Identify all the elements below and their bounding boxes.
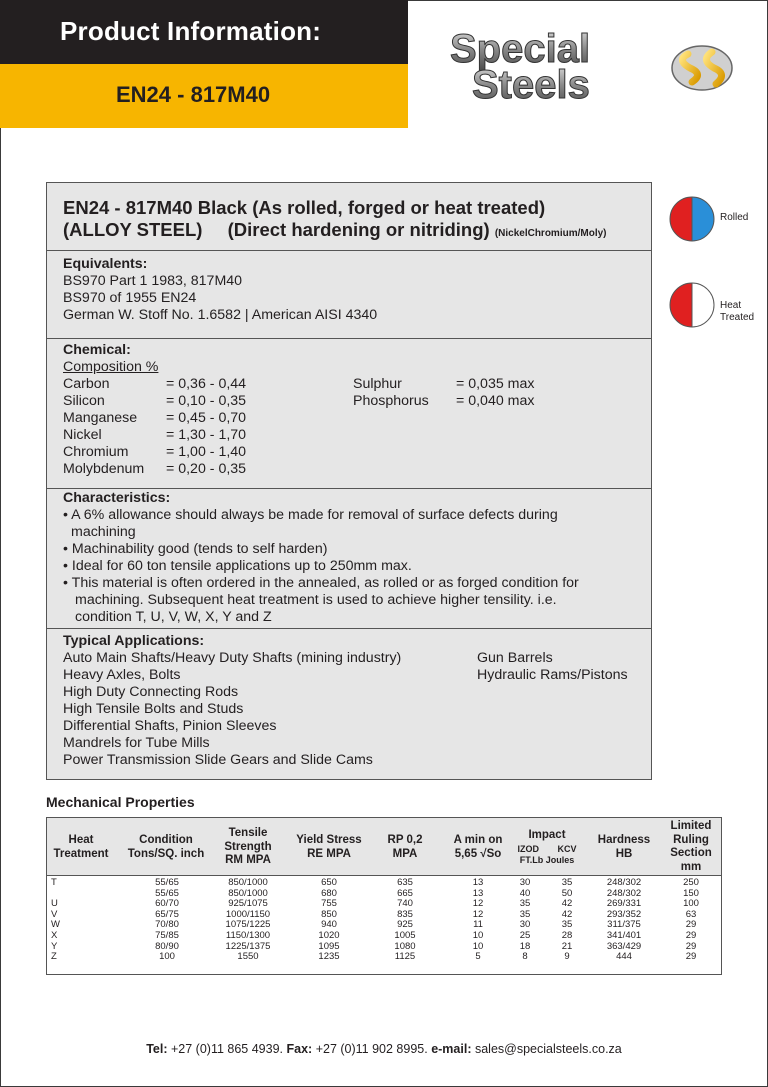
table-cell: 635 [397, 877, 413, 888]
col-header-tensile [213, 827, 283, 868]
footer-contact [0, 1042, 768, 1056]
equivalent-line: BS970 of 1955 EN24 [63, 290, 197, 306]
table-cell: U [51, 898, 58, 910]
product-heading-line2 [63, 219, 651, 245]
characteristics-title: Characteristics: [63, 490, 171, 506]
table-cell: 1005 [394, 929, 416, 941]
col-header-line: FT.Lb Joules [519, 854, 575, 865]
col-header-rp [377, 834, 433, 861]
table-cell: 740 [397, 898, 413, 910]
table-cell: 835 [397, 908, 413, 920]
application-item: Mandrels for Tube Mills [63, 735, 210, 751]
table-cell: 35 [561, 919, 573, 931]
table-cell: 10 [472, 940, 484, 952]
col-header-line: Tensile [228, 827, 268, 839]
characteristic-line: • This material is often ordered in the annealed, as rolled or as forged condition for [63, 575, 579, 591]
table-cell: 100 [159, 951, 175, 963]
col-header-yield [287, 834, 371, 861]
chem-row [63, 444, 651, 461]
chem-value: = 0,10 - 0,35 [166, 393, 247, 409]
fax-number: +27 (0)11 902 8995. [315, 1042, 428, 1056]
product-code: EN24 - 817M40 [116, 82, 271, 107]
col-header-line: Strength [224, 840, 272, 853]
table-cell: 341/401 [606, 929, 642, 941]
table-cell: 28 [561, 929, 573, 941]
table-cell: 444 [616, 951, 632, 963]
fax-label: Fax: [286, 1042, 313, 1056]
chem-element: Phosphorus [353, 393, 429, 409]
table-cell: 5 [475, 951, 481, 963]
chem-value: = 0,20 - 0,35 [166, 461, 247, 477]
table-body [47, 878, 721, 963]
characteristic-line: • Ideal for 60 ton tensile applications up to 250mm max. [63, 558, 412, 574]
table-cell: 248/302 [606, 887, 642, 899]
table-cell: 8 [522, 951, 528, 963]
tel-number: +27 (0)11 865 4939. [171, 1042, 284, 1056]
table-cell: 1075/1225 [225, 919, 271, 931]
email-label: e-mail: [431, 1042, 472, 1056]
table-cell: 13 [472, 887, 484, 899]
table-cell: 1550 [237, 951, 259, 963]
table-cell: 21 [561, 940, 573, 952]
chemical-title: Chemical: [63, 342, 131, 358]
table-header [47, 818, 721, 876]
table-cell: 9 [564, 951, 570, 963]
col-header-line: RP 0,2 [387, 834, 423, 846]
col-header-hardness [589, 834, 659, 861]
col-header-line: HB [615, 847, 633, 860]
table-cell: 42 [561, 908, 573, 920]
logo-word-special: Special [450, 27, 591, 71]
table-cell: 12 [472, 908, 484, 920]
chem-element: Molybdenum [63, 461, 145, 477]
kcv-label: KCV [557, 843, 577, 854]
table-cell: 30 [519, 919, 531, 931]
alloy-steel-label: (ALLOY STEEL) [63, 219, 203, 240]
mechanical-properties-table [46, 817, 722, 975]
heat-treated-color-code-icon [669, 282, 715, 328]
chem-value: = 0,45 - 0,70 [166, 410, 247, 426]
table-cell: 29 [685, 951, 697, 963]
application-item: Power Transmission Slide Gears and Slide Cams [63, 752, 373, 768]
table-cell: 12 [472, 898, 484, 910]
table-cell: 55/65 [155, 877, 179, 888]
chem-element: Manganese [63, 410, 138, 426]
chem-value: = 1,30 - 1,70 [166, 427, 247, 443]
table-cell: 665 [397, 887, 413, 899]
col-header-line: Heat [68, 834, 94, 846]
chem-value: = 0,36 - 0,44 [166, 376, 247, 392]
table-cell: 311/375 [607, 919, 641, 931]
col-header-line: Hardness [597, 834, 651, 846]
application-item: Heavy Axles, Bolts [63, 667, 181, 683]
application-row [63, 667, 651, 684]
table-cell: 150 [683, 887, 699, 899]
chem-element: Silicon [63, 393, 105, 409]
table-cell: 70/80 [155, 919, 179, 931]
table-cell: 1235 [318, 951, 340, 963]
table-cell: 925/1075 [228, 898, 268, 910]
chem-element: Nickel [63, 427, 102, 443]
table-cell: 60/70 [155, 898, 179, 910]
chem-value: = 0,040 max [456, 393, 535, 409]
application-item: Auto Main Shafts/Heavy Duty Shafts (mining industry) [63, 650, 402, 666]
heat-treated-legend-line: Treated [720, 312, 755, 323]
table-cell: 40 [519, 887, 531, 899]
characteristic-line: machining [71, 524, 136, 540]
logo-ss-emblem-icon [672, 46, 732, 90]
table-cell: W [51, 919, 60, 931]
table-cell: 29 [685, 929, 697, 941]
table-cell: 940 [321, 919, 337, 931]
composition-note: (NickelChromium/Moly) [494, 228, 607, 239]
mechanical-properties-title: Mechanical Properties [46, 794, 195, 810]
special-steels-logo [444, 24, 744, 104]
chem-value: = 0,035 max [456, 376, 535, 392]
hardening-label: (Direct hardening or nitriding) [227, 219, 490, 240]
table-cell: 42 [561, 898, 573, 910]
table-cell: 293/352 [606, 908, 642, 920]
heat-treated-legend-line: Heat [720, 300, 742, 311]
col-header-line: Section [670, 847, 712, 859]
table-cell: 80/90 [155, 940, 179, 952]
table-cell: 850 [321, 908, 337, 920]
table-cell: 75/85 [155, 929, 179, 941]
col-header-line: Treatment [53, 847, 109, 860]
table-cell: 10 [472, 929, 484, 941]
heat-treated-legend [720, 300, 754, 324]
table-cell: 925 [397, 919, 413, 931]
chem-element: Sulphur [353, 376, 402, 392]
table-cell: 1000/1150 [225, 908, 271, 920]
table-cell: 269/331 [606, 898, 642, 910]
chem-element: Chromium [63, 444, 129, 460]
table-cell: 30 [519, 877, 531, 888]
chem-row [63, 461, 651, 478]
table-cell: 680 [321, 887, 337, 899]
product-heading-line1: EN24 - 817M40 Black (As rolled, forged or heat treated) [63, 197, 546, 218]
table-cell: 55/65 [155, 887, 179, 899]
logo-word-steels: Steels [472, 63, 590, 104]
table-cell: 50 [561, 887, 573, 899]
chem-row [63, 427, 651, 444]
col-header-line: RE MPA [307, 847, 351, 860]
chem-element: Carbon [63, 376, 110, 392]
col-header-line: Limited [670, 820, 712, 832]
table-cell: 250 [683, 877, 699, 888]
table-cell: 248/302 [606, 877, 642, 888]
table-cell: 100 [683, 898, 699, 910]
table-cell: 11 [473, 919, 483, 931]
col-header-condition [117, 834, 215, 861]
chem-value: = 1,00 - 1,40 [166, 444, 247, 460]
col-header-line: Tons/SQ. inch [127, 847, 205, 860]
table-cell: 755 [321, 898, 337, 910]
table-row [47, 931, 721, 942]
col-header-line [513, 843, 581, 855]
characteristic-line: • A 6% allowance should always be made for removal of surface defects during [63, 507, 558, 523]
characteristic-line: condition T, U, V, W, X, Y and Z [75, 609, 272, 625]
table-cell: 65/75 [155, 908, 179, 920]
characteristic-line: machining. Subsequent heat treatment is used to achieve higher tensility. i.e. [75, 592, 557, 608]
col-header-line: A min on [453, 834, 503, 846]
table-cell: V [51, 908, 58, 920]
col-header-line: Impact [528, 829, 566, 841]
table-cell: 1020 [318, 929, 340, 941]
table-cell: 13 [472, 877, 484, 888]
table-cell: 1095 [318, 940, 340, 952]
col-header-ruling-section [663, 820, 719, 874]
col-header-impact [513, 829, 581, 866]
col-header-heat-treatment [49, 834, 113, 861]
col-header-line: mm [680, 860, 702, 873]
table-cell: 1150/1300 [225, 929, 271, 941]
product-info-panel [46, 182, 652, 780]
applications-title: Typical Applications: [63, 633, 205, 649]
email-address: sales@specialsteels.co.za [474, 1042, 622, 1056]
equivalents-section [47, 251, 651, 339]
characteristic-line: • Machinability good (tends to self harden) [63, 541, 328, 557]
table-cell: 1080 [394, 940, 416, 952]
table-cell: 850/1000 [228, 887, 268, 899]
table-cell: 29 [685, 940, 697, 952]
table-cell: 63 [685, 908, 697, 920]
table-cell: 35 [519, 898, 531, 910]
table-cell: 25 [519, 929, 531, 941]
equivalents-title: Equivalents: [63, 256, 148, 272]
table-cell: X [51, 929, 58, 941]
application-item: High Tensile Bolts and Studs [63, 701, 244, 717]
table-cell: Z [51, 951, 57, 963]
tel-label: Tel: [146, 1042, 168, 1056]
table-cell: 35 [519, 908, 531, 920]
chemical-section [47, 339, 651, 489]
col-header-line: Ruling [673, 833, 709, 846]
table-cell: 1225/1375 [225, 940, 271, 952]
izod-label: IZOD [517, 843, 539, 854]
chem-row [63, 376, 651, 393]
application-row [63, 650, 651, 667]
equivalent-line: BS970 Part 1 1983, 817M40 [63, 273, 243, 289]
applications-section [47, 629, 651, 779]
table-cell: T [51, 877, 57, 888]
page-title: Product Information: [60, 16, 322, 46]
table-cell: 29 [685, 919, 697, 931]
table-row [47, 878, 721, 889]
table-cell: 363/429 [606, 940, 642, 952]
table-cell: 1125 [394, 951, 416, 963]
table-row [47, 952, 721, 963]
rolled-legend: Rolled [720, 212, 749, 223]
equivalent-line: German W. Stoff No. 1.6582 | American AISI 4340 [63, 307, 378, 323]
table-cell: Y [51, 940, 58, 952]
table-cell: 35 [561, 877, 573, 888]
col-header-line: 5,65 √So [454, 847, 502, 860]
table-cell: 850/1000 [228, 877, 268, 888]
product-heading-section [47, 183, 651, 251]
col-header-line: Yield Stress [296, 834, 362, 846]
application-item: Hydraulic Rams/Pistons [477, 667, 628, 683]
col-header-a-min [445, 834, 511, 861]
table-cell: 650 [321, 877, 337, 888]
chem-row [63, 410, 651, 427]
composition-subtitle: Composition % [63, 359, 159, 375]
col-header-line: Condition [139, 834, 193, 846]
col-header-line: MPA [392, 847, 418, 860]
rolled-color-code-icon [669, 196, 715, 242]
col-header-line: RM MPA [225, 854, 271, 866]
table-cell: 18 [519, 940, 531, 952]
characteristics-section [47, 489, 651, 629]
application-item: Differential Shafts, Pinion Sleeves [63, 718, 277, 734]
application-item: Gun Barrels [477, 650, 553, 666]
application-item: High Duty Connecting Rods [63, 684, 239, 700]
chem-row [63, 393, 651, 410]
